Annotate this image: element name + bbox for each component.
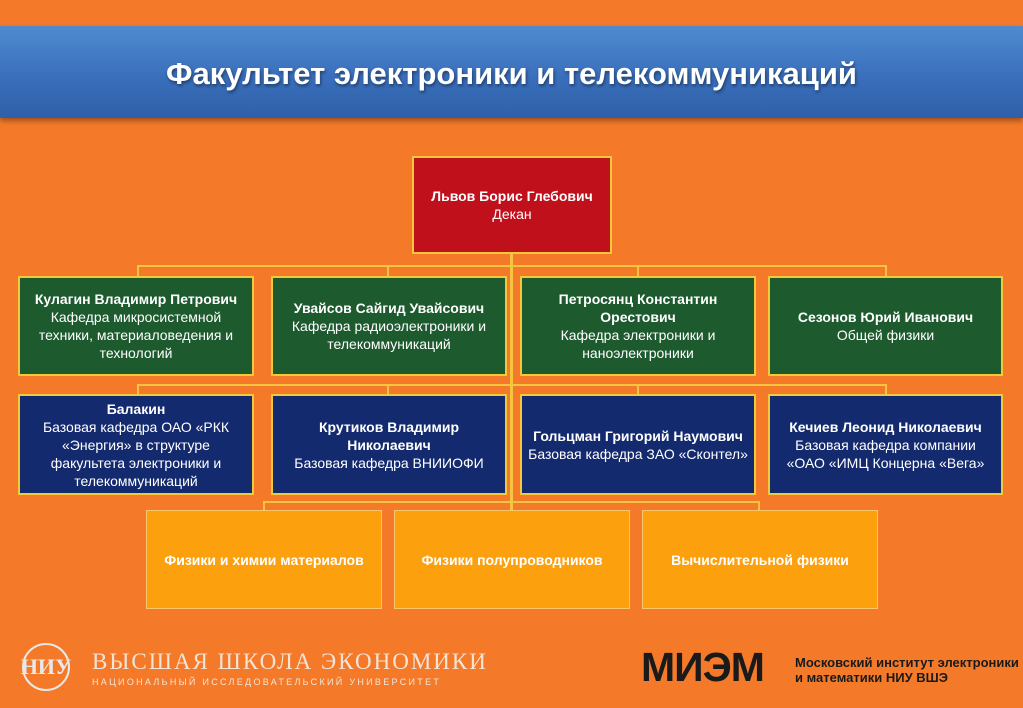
department-name: Кафедра электроники и наноэлектроники: [560, 327, 716, 361]
department-box: [520, 276, 756, 376]
connector-row2: [137, 384, 887, 386]
department-box: [768, 276, 1003, 376]
dean-role: Декан: [492, 206, 532, 222]
connector-row1: [137, 265, 887, 267]
hse-subtitle: НАЦИОНАЛЬНЫЙ ИССЛЕДОВАТЕЛЬСКИЙ УНИВЕРСИТЕТ: [92, 677, 442, 687]
head-name: Гольцман Григорий Наумович: [533, 427, 743, 444]
head-name: Увайсов Сайгид Увайсович: [293, 300, 485, 316]
connector-row3: [263, 501, 760, 503]
base-department-box: [271, 394, 507, 495]
connector-row2-drop: [387, 384, 389, 394]
lab-name: Физики и химии материалов: [164, 551, 364, 568]
department-name: Базовая кафедра ЗАО «Сконтел»: [528, 445, 748, 462]
lab-box: [146, 510, 382, 609]
head-name: Петросянц Константин Орестович: [558, 291, 718, 325]
hse-logo: НИУ: [22, 643, 70, 691]
department-name: Общей физики: [836, 327, 935, 343]
miem-text: Московский институт электроники и математики НИУ ВШЭ: [795, 655, 1019, 685]
department-name: Базовая кафедра ВНИИОФИ: [294, 454, 484, 471]
connector-row3-drop: [758, 501, 760, 510]
head-name: Кечиев Леонид Николаевич: [789, 418, 982, 435]
department-box: [18, 276, 254, 376]
lab-box: [394, 510, 630, 609]
lab-box: [642, 510, 878, 609]
title-banner: [0, 26, 1023, 118]
page-title: Факультет электроники и телекоммуникаций: [166, 56, 857, 91]
base-department-box: [520, 394, 756, 495]
connector-row3-drop: [263, 501, 265, 510]
connector-trunk: [510, 253, 513, 511]
department-name: Кафедра радиоэлектроники и телекоммуникаций: [291, 318, 487, 352]
head-name: Балакин: [106, 400, 166, 417]
department-name: Кафедра микросистемной техники, материаловедения и технологий: [38, 309, 234, 361]
connector-row2-drop: [137, 384, 139, 394]
department-name: Базовая кафедра компании «ОАО «ИМЦ Концерна «Вега»: [786, 436, 985, 471]
hse-name: ВЫСШАЯ ШКОЛА ЭКОНОМИКИ: [92, 649, 488, 674]
lab-name: Физики полупроводников: [421, 551, 603, 568]
head-name: Крутиков Владимир Николаевич: [319, 418, 459, 453]
connector-row2-drop: [885, 384, 887, 394]
head-name: Сезонов Юрий Иванович: [797, 309, 974, 325]
miem-logo: МИЭМ: [641, 644, 764, 690]
dean-name: Львов Борис Глебович: [431, 188, 593, 204]
dean-box: [412, 156, 612, 254]
base-department-box: [18, 394, 254, 495]
base-department-box: [768, 394, 1003, 495]
head-name: Кулагин Владимир Петрович: [34, 291, 238, 307]
connector-row2-drop: [637, 384, 639, 394]
lab-name: Вычислительной физики: [671, 551, 849, 568]
department-name: Базовая кафедра ОАО «РКК «Энергия» в структуре факультета электроники и телекоммуникаций: [42, 418, 230, 489]
department-box: [271, 276, 507, 376]
